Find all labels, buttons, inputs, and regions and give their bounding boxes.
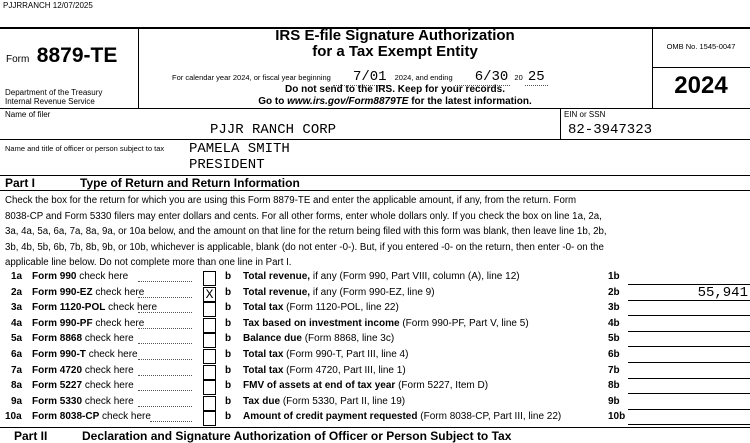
line-description: [243, 396, 405, 407]
amount-underline: [628, 331, 750, 332]
line-description: [243, 380, 488, 391]
line-description: [243, 287, 435, 298]
officer-title: PRESIDENT: [189, 157, 265, 173]
dot-leader: [138, 359, 192, 360]
top-identifier: PJJRRANCH 12/07/2025: [3, 1, 93, 10]
line-desc-bold: Total tax: [243, 349, 284, 360]
instruction-line: Check the box for the return for which you are using this Form 8879-TE and enter the applicable amount, if any, from the return. Form: [5, 195, 577, 206]
dot-leader: [138, 375, 192, 376]
line-ref: 4b: [608, 318, 620, 329]
line-form-name: Form 990-PF: [32, 318, 93, 329]
line-form-label: [32, 411, 151, 422]
line-form-name: Form 990: [32, 271, 77, 282]
notice-block: [138, 84, 652, 108]
ein-divider: [560, 108, 561, 139]
dot-leader: [138, 390, 192, 391]
line-desc-text: if any (Form 990-EZ, line 9): [312, 287, 435, 298]
line-b-marker: b: [225, 411, 232, 422]
line-desc-bold: Total tax: [243, 302, 284, 313]
calendar-twenty: 20: [514, 73, 523, 82]
line-desc-text: (Form 990-T, Part III, line 4): [286, 349, 409, 360]
line-ref: 3b: [608, 302, 620, 313]
line-form-label: [32, 365, 134, 376]
line-b-marker: b: [225, 287, 232, 298]
return-checkbox[interactable]: [203, 302, 216, 317]
filer-name-label: Name of filer: [5, 110, 51, 119]
dept-line1: Department of the Treasury: [5, 88, 103, 97]
line-form-label: [32, 318, 144, 329]
line-desc-bold: Tax based on investment income: [243, 318, 400, 329]
line-check-text: check here: [84, 396, 134, 407]
dot-leader: [138, 328, 192, 329]
notice-url[interactable]: www.irs.gov/Form8879TE: [287, 96, 409, 107]
line-amount[interactable]: 55,941: [697, 285, 748, 301]
notice-go-to: Go to: [258, 96, 285, 107]
line-form-name: Form 5227: [32, 380, 83, 391]
line-desc-text: (Form 8038-CP, Part III, line 22): [420, 411, 562, 422]
header-bottom-rule: [0, 108, 750, 109]
line-description: [243, 271, 520, 282]
amount-underline: [628, 315, 750, 316]
return-checkbox[interactable]: [203, 333, 216, 348]
notice-line1: Do not send to the IRS. Keep for your records.: [284, 84, 506, 95]
line-desc-bold: Total revenue,: [243, 271, 311, 282]
line-ref: 2b: [608, 287, 620, 298]
amount-underline: [628, 393, 750, 394]
line-ref: 9b: [608, 396, 620, 407]
dot-leader: [138, 406, 192, 407]
instruction-line: applicable line below. Do not complete more than one line in Part I.: [5, 257, 292, 269]
return-checkbox[interactable]: [203, 349, 216, 364]
line-number: 9a: [11, 396, 23, 407]
line-desc-text: (Form 1120-POL, line 22): [286, 302, 399, 313]
line-desc-bold: Total tax: [243, 365, 284, 376]
begin-date: 7/01: [333, 69, 389, 86]
line-number: 4a: [11, 318, 23, 329]
return-checkbox[interactable]: [203, 411, 216, 426]
line-description: [243, 411, 561, 422]
line-form-label: [32, 380, 134, 391]
line-description: [243, 318, 529, 329]
filer-name-value: PJJR RANCH CORP: [210, 122, 337, 138]
line-number: 6a: [11, 349, 23, 360]
instruction-line: 3b, 4b, 5b, 6b, 7b, 8b, 9b, or 10b, whichever is applicable, blank (do not enter -0-). But, if you entered -0- on the return, then enter -0- on the: [5, 241, 604, 253]
title-line2: for a Tax Exempt Entity: [312, 43, 478, 60]
line-description: [243, 349, 408, 360]
line-check-text: check here: [95, 287, 145, 298]
line-form-label: [32, 271, 128, 282]
line-desc-bold: FMV of assets at end of tax year: [243, 380, 396, 391]
line-number: 3a: [11, 302, 23, 313]
line-form-name: Form 1120-POL: [32, 302, 106, 313]
line-ref: 1b: [608, 271, 620, 282]
return-checkbox[interactable]: [203, 396, 216, 411]
form-identifier: [6, 44, 117, 68]
omb-divider: [652, 67, 750, 68]
end-year: 25: [525, 69, 548, 86]
line-form-name: Form 990-EZ: [32, 287, 93, 298]
tax-year: 2024: [674, 72, 728, 99]
line-form-label: [32, 287, 144, 298]
return-checkbox[interactable]: X: [203, 287, 216, 302]
line-check-text: check here: [102, 411, 151, 422]
return-checkbox[interactable]: [203, 318, 216, 333]
line-form-name: Form 990-T: [32, 349, 86, 360]
line-b-marker: b: [225, 302, 232, 313]
omb-number: OMB No. 1545-0047: [666, 42, 736, 51]
part1-title: Type of Return and Return Information: [80, 176, 300, 190]
line-check-text: check here: [108, 302, 158, 313]
line-desc-text: (Form 5330, Part II, line 19): [282, 396, 406, 407]
part2-title: Declaration and Signature Authorization of Officer or Person Subject to Tax: [82, 429, 512, 443]
form-number: 8879-TE: [36, 44, 118, 67]
line-check-text: check here: [84, 380, 134, 391]
instruction-line: 3a, 4a, 5a, 6a, 7a, 8a, 9a, or 10a below, and the amount on that line for the return being filed with this form was blank, then leave line 1b, 2b,: [5, 226, 607, 238]
line-b-marker: b: [225, 396, 232, 407]
line-b-marker: b: [225, 271, 232, 282]
line-desc-bold: Balance due: [243, 333, 302, 344]
line-b-marker: b: [225, 365, 232, 376]
calendar-middle: 2024, and ending: [394, 73, 453, 82]
line-check-text: check here: [79, 271, 129, 282]
line-ref: 8b: [608, 380, 620, 391]
dept-line2: Internal Revenue Service: [5, 97, 95, 106]
line-check-text: check here: [95, 318, 145, 329]
return-checkbox[interactable]: [203, 380, 216, 395]
line-desc-bold: Tax due: [243, 396, 281, 407]
line-description: [243, 333, 394, 344]
line-desc-bold: Total revenue,: [243, 287, 311, 298]
return-checkbox[interactable]: [203, 271, 216, 286]
form-title: [138, 28, 652, 60]
line-number: 10a: [5, 411, 22, 422]
line-b-marker: b: [225, 318, 232, 329]
instruction-line: 8038-CP and Form 5330 filers may enter dollars and cents. For all other forms, enter whole dollars only. If you check the box on line 1a, 2a,: [5, 210, 602, 222]
line-check-text: check here: [84, 333, 134, 344]
part1-bottom-rule: [0, 190, 750, 191]
line-number: 5a: [11, 333, 23, 344]
dot-leader: [138, 343, 192, 344]
line-check-text: check here: [84, 365, 134, 376]
line-form-name: Form 4720: [32, 365, 83, 376]
line-ref: 5b: [608, 333, 620, 344]
line-desc-text: (Form 8868, line 3c): [304, 333, 395, 344]
line-form-label: [32, 396, 134, 407]
line-description: [243, 302, 399, 313]
ein-value: 82-3947323: [568, 122, 653, 138]
line-number: 2a: [11, 287, 23, 298]
officer-name: PAMELA SMITH: [189, 141, 290, 157]
part2-label: Part II: [14, 429, 48, 443]
part1-label: Part I: [5, 176, 36, 190]
line-b-marker: b: [225, 349, 232, 360]
notice-suffix: for the latest information.: [411, 96, 532, 107]
line-description: [243, 365, 406, 376]
amount-underline: [628, 362, 750, 363]
line-form-name: Form 8038-CP: [32, 411, 100, 422]
title-line1: IRS E-file Signature Authorization: [275, 27, 515, 44]
line-desc-text: if any (Form 990, Part VIII, column (A), line 12): [312, 271, 520, 282]
line-ref: 6b: [608, 349, 620, 360]
dot-leader: [138, 297, 192, 298]
amount-underline: [628, 378, 750, 379]
line-b-marker: b: [225, 333, 232, 344]
line-form-name: Form 5330: [32, 396, 83, 407]
dot-leader: [138, 281, 192, 282]
notice-line2: [138, 96, 652, 108]
line-number: 1a: [11, 271, 23, 282]
line-desc-text: (Form 990-PF, Part V, line 5): [402, 318, 529, 329]
form-word: Form: [6, 54, 30, 65]
line-desc-bold: Amount of credit payment requested: [243, 411, 418, 422]
line-ref: 10b: [608, 411, 626, 422]
end-date: 6/30: [455, 69, 511, 86]
amount-underline: [628, 424, 750, 425]
line-desc-text: (Form 5227, Item D): [398, 380, 489, 391]
line-form-label: [32, 349, 138, 360]
line-form-name: Form 8868: [32, 333, 83, 344]
line-number: 7a: [11, 365, 23, 376]
dot-leader: [150, 421, 192, 422]
officer-label: Name and title of officer or person subject to tax: [5, 144, 165, 153]
filer-rule: [0, 139, 750, 140]
line-desc-text: (Form 4720, Part III, line 1): [286, 365, 406, 376]
calendar-line: [172, 69, 548, 85]
line-ref: 7b: [608, 365, 620, 376]
calendar-prefix: For calendar year 2024, or fiscal year beginning: [172, 73, 331, 82]
part1-instructions: [5, 193, 607, 271]
amount-underline: [628, 346, 750, 347]
dot-leader: [138, 312, 192, 313]
return-checkbox[interactable]: [203, 365, 216, 380]
amount-underline: [628, 409, 750, 410]
line-form-label: [32, 333, 134, 344]
ein-label: EIN or SSN: [564, 110, 606, 119]
line-check-text: check here: [88, 349, 138, 360]
part2-top-rule: [0, 427, 750, 428]
line-number: 8a: [11, 380, 23, 391]
line-b-marker: b: [225, 380, 232, 391]
